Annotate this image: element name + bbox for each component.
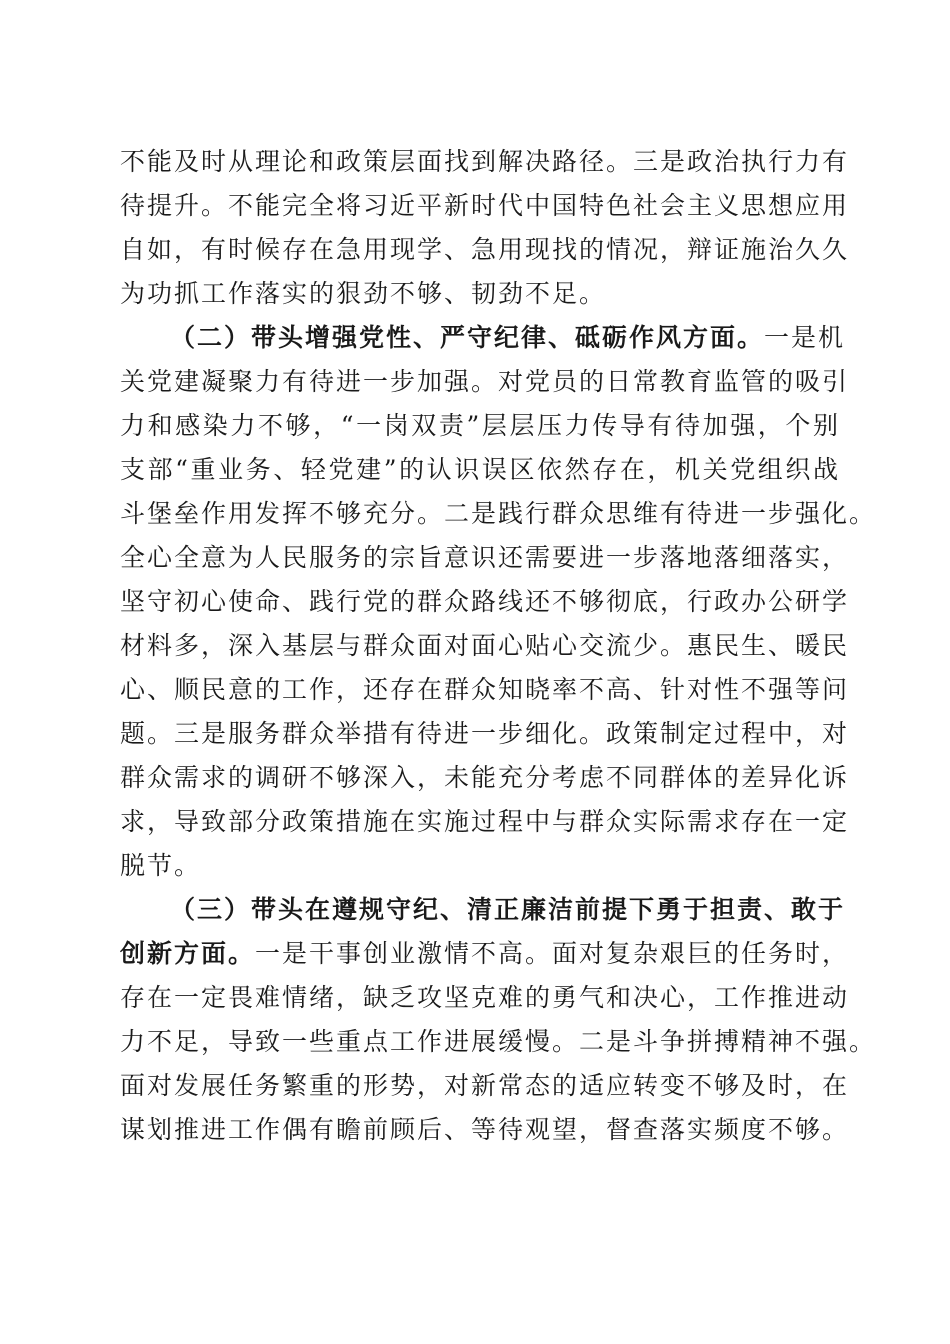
paragraph-1 [120,140,850,316]
text-line: 谋划推进工作偶有瞻前顾后、等待观望，督查落实频度不够。 [120,1115,850,1144]
section-heading-line: 创新方面。一是干事创业激情不高。面对复杂艰巨的任务时， [120,939,850,968]
section-heading-line: （二）带头增强党性、严守纪律、砥砺作风方面。一是机 [170,323,846,352]
section-heading-line [120,888,846,932]
section-heading-2: （二）带头增强党性、严守纪律、砥砺作风方面。 [170,323,765,352]
text-line: 支部“重业务、轻党建”的认识误区依然存在，机关党组织战 [120,455,840,484]
text-line: 求，导致部分政策措施在实施过程中与群众实际需求存在一定 [120,807,850,836]
text-line: 面对发展任务繁重的形势，对新常态的适应转变不够及时，在 [120,1071,850,1100]
text-line: 关党建凝聚力有待进一步加强。对党员的日常教育监管的吸引 [120,367,850,396]
text-line: 力不足，导致一些重点工作进展缓慢。二是斗争拼搏精神不强。 [120,1027,877,1056]
text-line: 全心全意为人民服务的宗旨意识还需要进一步落地落细落实， [120,543,850,572]
text-line: 材料多，深入基层与群众面对面心贴心交流少。惠民生、暖民 [120,631,850,660]
paragraph-3 [120,888,877,1152]
section-heading-3: （三）带头在遵规守纪、清正廉洁前提下勇于担责、敢于 [170,895,846,924]
text-line: 脱节。 [120,851,202,880]
text-line: 待提升。不能完全将习近平新时代中国特色社会主义思想应用 [120,191,850,220]
text-line: 斗堡垒作用发挥不够充分。二是践行群众思维有待进一步强化。 [120,499,877,528]
body-text [120,140,877,1152]
text-line: 存在一定畏难情绪，缺乏攻坚克难的勇气和决心，工作推进动 [120,983,850,1012]
text-line: 不能及时从理论和政策层面找到解决路径。三是政治执行力有 [120,147,850,176]
section-heading-3-cont: 创新方面。 [120,939,256,968]
text-line: 题。三是服务群众举措有待进一步细化。政策制定过程中，对 [120,719,850,748]
text-line: 群众需求的调研不够深入，未能充分考虑不同群体的差异化诉 [120,763,850,792]
text-line: 力和感染力不够，“一岗双责”层层压力传导有待加强，个别 [120,411,840,440]
paragraph-2 [120,316,877,888]
text-line: 坚守初心使命、践行党的群众路线还不够彻底，行政办公研学 [120,587,850,616]
text-line: 自如，有时候存在急用现学、急用现找的情况，辩证施治久久 [120,235,850,264]
text-line: 为功抓工作落实的狠劲不够、韧劲不足。 [120,279,607,308]
text-line: 心、顺民意的工作，还存在群众知晓率不高、针对性不强等问 [120,675,850,704]
